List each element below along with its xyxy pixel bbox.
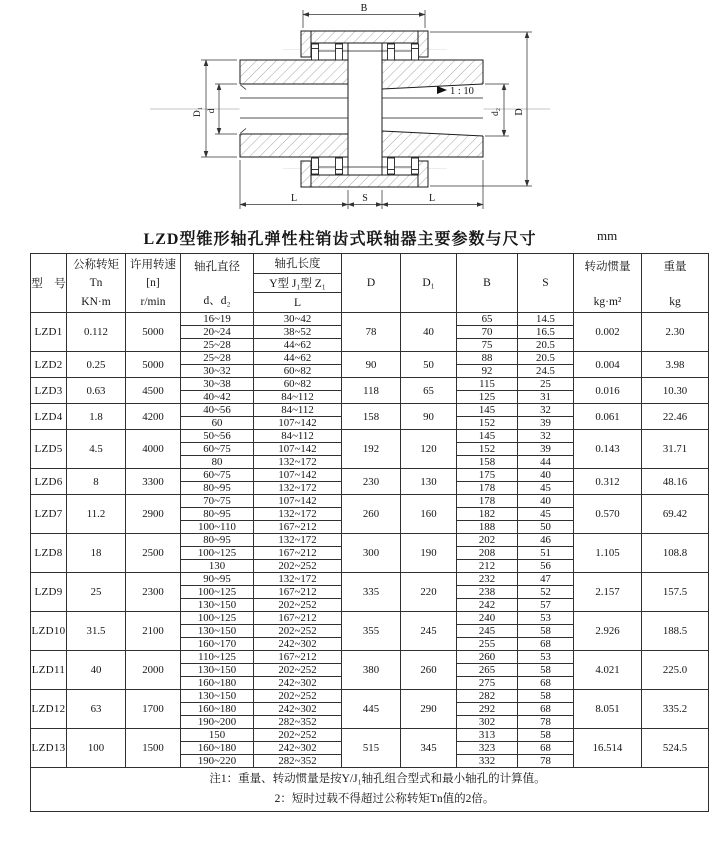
table-row bbox=[31, 469, 709, 482]
table-cell: 192 bbox=[342, 430, 401, 469]
dim-label-B: B bbox=[360, 3, 368, 14]
table-cell: 20.5 bbox=[518, 339, 574, 352]
table-cell: 130~150 bbox=[181, 625, 254, 638]
table-cell: 188 bbox=[457, 521, 518, 534]
table-cell: 524.5 bbox=[642, 729, 709, 768]
table-cell: 145 bbox=[457, 430, 518, 443]
header-bore-diameter-symbols: d、d₂ bbox=[203, 295, 231, 307]
table-cell: LZD7 bbox=[31, 495, 67, 534]
table-cell: 335.2 bbox=[642, 690, 709, 729]
table-cell: LZD6 bbox=[31, 469, 67, 495]
table-cell: 118 bbox=[342, 378, 401, 404]
table-cell: LZD3 bbox=[31, 378, 67, 404]
table-cell: 202~252 bbox=[254, 560, 342, 573]
table-cell: 238 bbox=[457, 586, 518, 599]
table-cell: 4200 bbox=[126, 404, 181, 430]
table-cell: 25~28 bbox=[181, 352, 254, 365]
dim-label-L-right: L bbox=[428, 193, 436, 204]
table-cell: 208 bbox=[457, 547, 518, 560]
table-cell: 380 bbox=[342, 651, 401, 690]
header-bore-length bbox=[254, 254, 342, 313]
table-cell: 68 bbox=[518, 742, 574, 755]
table-cell: 282~352 bbox=[254, 755, 342, 768]
table-cell: 65 bbox=[401, 378, 457, 404]
table-cell: 202~252 bbox=[254, 729, 342, 742]
dim-label-L-left: L bbox=[290, 193, 298, 204]
table-cell: 230 bbox=[342, 469, 401, 495]
table-cell: 190 bbox=[401, 534, 457, 573]
note-2: 2：短时过载不得超过公称转矩Tn值的2倍。 bbox=[274, 792, 495, 805]
table-cell: 335 bbox=[342, 573, 401, 612]
table-cell: 63 bbox=[67, 690, 126, 729]
note-1: 注1：重量、转动惯量是按Y/J₁轴孔组合型式和最小轴孔的计算值。 bbox=[209, 773, 546, 785]
table-row bbox=[31, 690, 709, 703]
table-cell: 4000 bbox=[126, 430, 181, 469]
table-cell: 90 bbox=[401, 404, 457, 430]
table-cell: 255 bbox=[457, 638, 518, 651]
table-cell: 50 bbox=[518, 521, 574, 534]
table-cell: 4500 bbox=[126, 378, 181, 404]
title-row bbox=[0, 226, 725, 248]
header-bore-diameter bbox=[181, 254, 254, 313]
table-cell: 5000 bbox=[126, 352, 181, 378]
table-cell: 0.570 bbox=[574, 495, 642, 534]
notes-cell bbox=[31, 768, 709, 812]
table-cell: 100~125 bbox=[181, 547, 254, 560]
table-cell: 68 bbox=[518, 638, 574, 651]
table-wrap bbox=[30, 253, 708, 812]
table-cell: 302 bbox=[457, 716, 518, 729]
table-cell: 245 bbox=[401, 612, 457, 651]
header-D1: D₁ bbox=[401, 254, 457, 313]
header-bore-length-title: 轴孔长度 bbox=[274, 258, 321, 271]
table-cell: 1.8 bbox=[67, 404, 126, 430]
table-cell: 202 bbox=[457, 534, 518, 547]
table-cell: 31.71 bbox=[642, 430, 709, 469]
table-cell: 130~150 bbox=[181, 690, 254, 703]
table-cell: 323 bbox=[457, 742, 518, 755]
table-cell: 445 bbox=[342, 690, 401, 729]
table-cell: 282~352 bbox=[254, 716, 342, 729]
table-cell: 152 bbox=[457, 443, 518, 456]
table-cell: 202~252 bbox=[254, 599, 342, 612]
table-cell: 90~95 bbox=[181, 573, 254, 586]
table-cell: 57 bbox=[518, 599, 574, 612]
table-header bbox=[31, 254, 709, 313]
table-cell: 167~212 bbox=[254, 651, 342, 664]
table-cell: 4.021 bbox=[574, 651, 642, 690]
table-cell: 52 bbox=[518, 586, 574, 599]
page-title: LZD型锥形轴孔弹性柱销齿式联轴器主要参数与尺寸 bbox=[143, 231, 537, 248]
table-cell: 40 bbox=[518, 495, 574, 508]
header-inertia-title: 转动惯量 bbox=[584, 261, 631, 273]
table-cell: 355 bbox=[342, 612, 401, 651]
table-cell: 160~180 bbox=[181, 677, 254, 690]
table-cell: 175 bbox=[457, 469, 518, 482]
table-row bbox=[31, 729, 709, 742]
table-cell: 40 bbox=[401, 313, 457, 352]
table-cell: 44 bbox=[518, 456, 574, 469]
table-cell: 48.16 bbox=[642, 469, 709, 495]
header-weight-title: 重量 bbox=[663, 261, 687, 273]
table-cell: 0.061 bbox=[574, 404, 642, 430]
header-bore-length-symbol: L bbox=[254, 292, 341, 312]
table-cell: LZD13 bbox=[31, 729, 67, 768]
table-cell: 2.157 bbox=[574, 573, 642, 612]
table-row bbox=[31, 651, 709, 664]
table-cell: 58 bbox=[518, 625, 574, 638]
table-cell: LZD1 bbox=[31, 313, 67, 352]
table-cell: 130~150 bbox=[181, 664, 254, 677]
table-row bbox=[31, 612, 709, 625]
table-cell: 58 bbox=[518, 664, 574, 677]
table-cell: 152 bbox=[457, 417, 518, 430]
table-cell: 90 bbox=[342, 352, 401, 378]
table-cell: 167~212 bbox=[254, 547, 342, 560]
table-cell: 107~142 bbox=[254, 443, 342, 456]
table-row bbox=[31, 378, 709, 391]
header-weight-unit: kg bbox=[669, 296, 681, 308]
table-cell: 80~95 bbox=[181, 508, 254, 521]
right-hub bbox=[382, 60, 484, 157]
table-cell: 275 bbox=[457, 677, 518, 690]
table-cell: 60~75 bbox=[181, 469, 254, 482]
table-cell: 8.051 bbox=[574, 690, 642, 729]
table-cell: 14.5 bbox=[518, 313, 574, 326]
header-model: 型 号 bbox=[31, 254, 67, 313]
table-cell: LZD5 bbox=[31, 430, 67, 469]
unit-label: mm bbox=[597, 228, 618, 243]
table-cell: 120 bbox=[401, 430, 457, 469]
coupling-section-drawing bbox=[0, 0, 725, 220]
table-cell: 38~52 bbox=[254, 326, 342, 339]
table-cell: 265 bbox=[457, 664, 518, 677]
header-torque-line3: KN·m bbox=[81, 296, 111, 309]
table-cell: 31 bbox=[518, 391, 574, 404]
header-speed-line2: [n] bbox=[146, 276, 160, 289]
table-cell: 44~62 bbox=[254, 352, 342, 365]
sleeve-center bbox=[348, 43, 382, 175]
table-cell: 53 bbox=[518, 612, 574, 625]
table-cell: 78 bbox=[518, 716, 574, 729]
table-cell: 225.0 bbox=[642, 651, 709, 690]
table-cell: 178 bbox=[457, 495, 518, 508]
table-cell: LZD8 bbox=[31, 534, 67, 573]
table-body bbox=[31, 313, 709, 768]
table-cell: 282 bbox=[457, 690, 518, 703]
table-cell: 75 bbox=[457, 339, 518, 352]
table-cell: 130~150 bbox=[181, 599, 254, 612]
table-cell: 242 bbox=[457, 599, 518, 612]
table-cell: 160~170 bbox=[181, 638, 254, 651]
table-cell: 3300 bbox=[126, 469, 181, 495]
table-cell: 2.30 bbox=[642, 313, 709, 352]
header-inertia-unit: kg·m² bbox=[593, 296, 622, 308]
table-cell: 22.46 bbox=[642, 404, 709, 430]
table-cell: LZD10 bbox=[31, 612, 67, 651]
table-cell: 16.514 bbox=[574, 729, 642, 768]
table-cell: 0.143 bbox=[574, 430, 642, 469]
table-cell: 39 bbox=[518, 417, 574, 430]
table-cell: 108.8 bbox=[642, 534, 709, 573]
table-cell: 132~172 bbox=[254, 482, 342, 495]
table-cell: 158 bbox=[457, 456, 518, 469]
dim-label-S: S bbox=[362, 193, 368, 204]
table-cell: 70 bbox=[457, 326, 518, 339]
table-cell: 167~212 bbox=[254, 521, 342, 534]
header-B: B bbox=[457, 254, 518, 313]
table-cell: 145 bbox=[457, 404, 518, 417]
table-row bbox=[31, 573, 709, 586]
table-cell: 130 bbox=[401, 469, 457, 495]
table-cell: LZD9 bbox=[31, 573, 67, 612]
table-cell: 150 bbox=[181, 729, 254, 742]
table-cell: 100~125 bbox=[181, 586, 254, 599]
table-cell: 220 bbox=[401, 573, 457, 612]
table-cell: LZD2 bbox=[31, 352, 67, 378]
table-cell: 4.5 bbox=[67, 430, 126, 469]
table-row bbox=[31, 404, 709, 417]
table-cell: 40 bbox=[518, 469, 574, 482]
table-cell: 25 bbox=[67, 573, 126, 612]
table-cell: 20.5 bbox=[518, 352, 574, 365]
table-cell: 50 bbox=[401, 352, 457, 378]
table-cell: 53 bbox=[518, 651, 574, 664]
dim-label-d2: d₂ bbox=[491, 107, 501, 117]
table-cell: 2000 bbox=[126, 651, 181, 690]
table-cell: 202~252 bbox=[254, 664, 342, 677]
table-cell: 30~32 bbox=[181, 365, 254, 378]
table-cell: 190~220 bbox=[181, 755, 254, 768]
table-cell: 25 bbox=[518, 378, 574, 391]
table-cell: 260 bbox=[401, 651, 457, 690]
table-cell: 100~125 bbox=[181, 612, 254, 625]
table-cell: 40 bbox=[67, 651, 126, 690]
table-cell: 202~252 bbox=[254, 625, 342, 638]
header-bore-length-types: Y型 J₁型 Z₁ bbox=[254, 273, 341, 293]
header-S: S bbox=[518, 254, 574, 313]
table-cell: 300 bbox=[342, 534, 401, 573]
table-cell: 46 bbox=[518, 534, 574, 547]
table-cell: 0.004 bbox=[574, 352, 642, 378]
table-cell: 110~125 bbox=[181, 651, 254, 664]
table-cell: LZD11 bbox=[31, 651, 67, 690]
table-cell: 107~142 bbox=[254, 469, 342, 482]
table-row bbox=[31, 495, 709, 508]
table-cell: 60 bbox=[181, 417, 254, 430]
table-cell: 78 bbox=[342, 313, 401, 352]
table-cell: 5000 bbox=[126, 313, 181, 352]
table-cell: 242~302 bbox=[254, 638, 342, 651]
table-cell: 30~38 bbox=[181, 378, 254, 391]
table-cell: 130 bbox=[181, 560, 254, 573]
table-cell: 242~302 bbox=[254, 703, 342, 716]
table-cell: 160~180 bbox=[181, 703, 254, 716]
table-cell: 32 bbox=[518, 404, 574, 417]
table-cell: 84~112 bbox=[254, 404, 342, 417]
table-cell: 100 bbox=[67, 729, 126, 768]
table-cell: 132~172 bbox=[254, 456, 342, 469]
table-cell: 32 bbox=[518, 430, 574, 443]
table-cell: 45 bbox=[518, 482, 574, 495]
table-cell: 240 bbox=[457, 612, 518, 625]
table-cell: 158 bbox=[342, 404, 401, 430]
table-cell: 56 bbox=[518, 560, 574, 573]
table-cell: 100~110 bbox=[181, 521, 254, 534]
header-bore-diameter-title: 轴孔直径 bbox=[194, 261, 240, 273]
table-cell: 182 bbox=[457, 508, 518, 521]
table-cell: 157.5 bbox=[642, 573, 709, 612]
table-cell: 58 bbox=[518, 729, 574, 742]
table-row bbox=[31, 430, 709, 443]
table-cell: 10.30 bbox=[642, 378, 709, 404]
dim-label-D1: D₁ bbox=[193, 106, 203, 118]
table-cell: 20~24 bbox=[181, 326, 254, 339]
table-cell: 160~180 bbox=[181, 742, 254, 755]
table-cell: 60~75 bbox=[181, 443, 254, 456]
left-hub bbox=[240, 60, 349, 157]
dim-label-d: d bbox=[207, 108, 217, 114]
table-cell: 160 bbox=[401, 495, 457, 534]
table-cell: 292 bbox=[457, 703, 518, 716]
table-cell: 60~82 bbox=[254, 378, 342, 391]
header-D: D bbox=[342, 254, 401, 313]
parameters-table bbox=[30, 253, 709, 812]
header-speed-line3: r/min bbox=[140, 296, 166, 309]
table-cell: 0.112 bbox=[67, 313, 126, 352]
table-cell: 0.002 bbox=[574, 313, 642, 352]
table-cell: 0.312 bbox=[574, 469, 642, 495]
table-cell: LZD12 bbox=[31, 690, 67, 729]
table-cell: 107~142 bbox=[254, 417, 342, 430]
table-cell: 260 bbox=[457, 651, 518, 664]
table-cell: 190~200 bbox=[181, 716, 254, 729]
table-cell: 212 bbox=[457, 560, 518, 573]
table-cell: 45 bbox=[518, 508, 574, 521]
table-cell: 80~95 bbox=[181, 534, 254, 547]
table-cell: 30~42 bbox=[254, 313, 342, 326]
table-cell: 78 bbox=[518, 755, 574, 768]
table-cell: 80~95 bbox=[181, 482, 254, 495]
table-cell: 245 bbox=[457, 625, 518, 638]
table-cell: 260 bbox=[342, 495, 401, 534]
table-cell: 0.63 bbox=[67, 378, 126, 404]
table-cell: 65 bbox=[457, 313, 518, 326]
table-cell: 11.2 bbox=[67, 495, 126, 534]
header-weight bbox=[642, 254, 709, 313]
table-cell: 115 bbox=[457, 378, 518, 391]
table-cell: 0.016 bbox=[574, 378, 642, 404]
table-cell: 44~62 bbox=[254, 339, 342, 352]
taper-label: 1 : 10 bbox=[450, 86, 474, 97]
table-cell: 132~172 bbox=[254, 508, 342, 521]
table-cell: 313 bbox=[457, 729, 518, 742]
table-cell: 202~252 bbox=[254, 690, 342, 703]
header-speed bbox=[126, 254, 181, 313]
table-cell: 345 bbox=[401, 729, 457, 768]
table-cell: 2900 bbox=[126, 495, 181, 534]
header-torque-line2: Tn bbox=[89, 276, 103, 289]
table-notes bbox=[31, 768, 709, 812]
table-cell: 188.5 bbox=[642, 612, 709, 651]
notes-row bbox=[31, 768, 709, 812]
table-cell: 2.926 bbox=[574, 612, 642, 651]
table-cell: 167~212 bbox=[254, 586, 342, 599]
table-cell: 242~302 bbox=[254, 742, 342, 755]
table-cell: 92 bbox=[457, 365, 518, 378]
table-cell: 50~56 bbox=[181, 430, 254, 443]
table-cell: 1700 bbox=[126, 690, 181, 729]
technical-drawing bbox=[0, 0, 725, 220]
table-cell: 69.42 bbox=[642, 495, 709, 534]
table-cell: 68 bbox=[518, 677, 574, 690]
table-cell: 84~112 bbox=[254, 430, 342, 443]
dim-label-D: D bbox=[514, 108, 525, 116]
table-cell: 2500 bbox=[126, 534, 181, 573]
table-cell: 25~28 bbox=[181, 339, 254, 352]
table-cell: 132~172 bbox=[254, 573, 342, 586]
table-cell: 70~75 bbox=[181, 495, 254, 508]
table-row bbox=[31, 534, 709, 547]
table-cell: 51 bbox=[518, 547, 574, 560]
table-cell: 16.5 bbox=[518, 326, 574, 339]
table-cell: 31.5 bbox=[67, 612, 126, 651]
table-cell: 0.25 bbox=[67, 352, 126, 378]
table-row bbox=[31, 313, 709, 326]
table-cell: LZD4 bbox=[31, 404, 67, 430]
header-speed-line1: 许用转速 bbox=[130, 258, 176, 271]
table-cell: 84~112 bbox=[254, 391, 342, 404]
table-cell: 232 bbox=[457, 573, 518, 586]
table-cell: 107~142 bbox=[254, 495, 342, 508]
table-cell: 125 bbox=[457, 391, 518, 404]
header-torque-line1: 公称转矩 bbox=[73, 258, 119, 271]
table-cell: 60~82 bbox=[254, 365, 342, 378]
table-cell: 132~172 bbox=[254, 534, 342, 547]
table-row bbox=[31, 352, 709, 365]
table-cell: 2300 bbox=[126, 573, 181, 612]
table-cell: 3.98 bbox=[642, 352, 709, 378]
header-torque bbox=[67, 254, 126, 313]
table-cell: 2100 bbox=[126, 612, 181, 651]
table-cell: 24.5 bbox=[518, 365, 574, 378]
table-cell: 39 bbox=[518, 443, 574, 456]
table-cell: 80 bbox=[181, 456, 254, 469]
table-cell: 1.105 bbox=[574, 534, 642, 573]
table-cell: 88 bbox=[457, 352, 518, 365]
table-cell: 40~42 bbox=[181, 391, 254, 404]
table-cell: 40~56 bbox=[181, 404, 254, 417]
table-cell: 178 bbox=[457, 482, 518, 495]
table-cell: 515 bbox=[342, 729, 401, 768]
table-cell: 18 bbox=[67, 534, 126, 573]
table-cell: 290 bbox=[401, 690, 457, 729]
header-inertia bbox=[574, 254, 642, 313]
table-cell: 68 bbox=[518, 703, 574, 716]
table-cell: 332 bbox=[457, 755, 518, 768]
table-cell: 167~212 bbox=[254, 612, 342, 625]
table-cell: 8 bbox=[67, 469, 126, 495]
table-cell: 1500 bbox=[126, 729, 181, 768]
table-cell: 16~19 bbox=[181, 313, 254, 326]
table-cell: 47 bbox=[518, 573, 574, 586]
table-cell: 58 bbox=[518, 690, 574, 703]
table-cell: 242~302 bbox=[254, 677, 342, 690]
